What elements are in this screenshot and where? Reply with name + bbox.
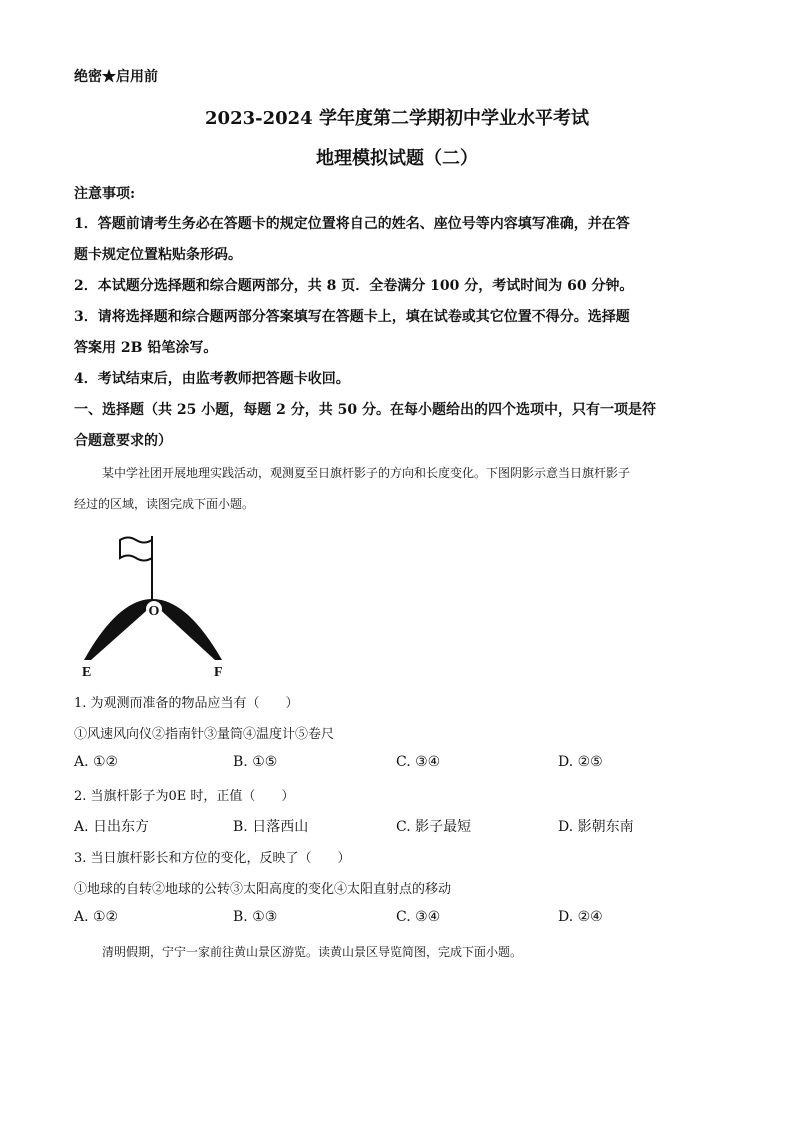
q3-option-a[interactable]: A. ①② <box>74 909 119 925</box>
q2-option-a[interactable]: A. 日出东方 <box>74 819 150 835</box>
q1-option-c[interactable]: C. ③④ <box>396 754 441 770</box>
flagpole-shadow-diagram <box>76 530 236 680</box>
label-o: O <box>148 604 160 619</box>
q1-stem: 1. 为观测而准备的物品应当有（ ） <box>74 696 299 711</box>
q2-stem: 2. 当旗杆影子为0E 时，正值（ ） <box>74 789 295 804</box>
flag-icon <box>120 538 152 561</box>
note-4: 4．考试结束后，由监考教师把答题卡收回。 <box>74 371 350 387</box>
section-1-heading-line-2: 合题意要求的） <box>74 433 172 449</box>
q1-option-a[interactable]: A. ①② <box>74 754 119 770</box>
note-1-line-1: 1．答题前请考生务必在答题卡的规定位置将自己的姓名、座位号等内容填写准确，并在答 <box>74 216 630 232</box>
q2-option-d[interactable]: D. 影朝东南 <box>558 819 634 835</box>
q3-option-c[interactable]: C. ③④ <box>396 909 441 925</box>
notes-heading: 注意事项: <box>74 186 136 202</box>
note-3-line-1: 3．请将选择题和综合题两部分答案填写在答题卡上，填在试卷或其它位置不得分。选择题 <box>74 309 630 325</box>
confidential-label: 绝密★启用前 <box>74 69 158 85</box>
flagpole-shadow-figure <box>76 530 236 680</box>
q2-option-b[interactable]: B. 日落西山 <box>233 819 309 835</box>
q1-option-d[interactable]: D. ②⑤ <box>558 754 603 770</box>
q3-option-d[interactable]: D. ②④ <box>558 909 603 925</box>
q3-items: ①地球的自转②地球的公转③太阳高度的变化④太阳直射点的移动 <box>74 882 452 897</box>
note-1-line-2: 题卡规定位置粘贴条形码。 <box>74 247 242 263</box>
note-2: 2．本试题分选择题和综合题两部分，共 8 页．全卷满分 100 分，考试时间为 60 分钟。 <box>74 278 634 294</box>
q3-option-b[interactable]: B. ①③ <box>233 909 278 925</box>
q1-items: ①风速风向仪②指南针③量筒④温度计⑤卷尺 <box>74 727 335 742</box>
section-1-heading-line-1: 一、选择题（共 25 小题，每题 2 分，共 50 分。在每小题给出的四个选项中，只有一项是符 <box>74 402 656 418</box>
label-f: F <box>214 665 223 680</box>
note-3-line-2: 答案用 2B 铅笔涂写。 <box>74 340 218 356</box>
q2-option-c[interactable]: C. 影子最短 <box>396 819 472 835</box>
passage-1-line-1: 某中学社团开展地理实践活动，观测夏至日旗杆影子的方向和长度变化。下图阴影示意当日旗杆影子 <box>102 466 631 480</box>
q3-stem: 3. 当日旗杆影长和方位的变化，反映了（ ） <box>74 851 351 866</box>
q1-option-b[interactable]: B. ①⑤ <box>233 754 278 770</box>
passage-2-line-1: 清明假期，宁宁一家前往黄山景区游览。读黄山景区导览简图，完成下面小题。 <box>102 945 523 959</box>
passage-1-line-2: 经过的区域，读图完成下面小题。 <box>74 497 255 511</box>
exam-title: 2023-2024 学年度第二学期初中学业水平考试 <box>205 108 589 129</box>
label-e: E <box>82 665 92 680</box>
exam-subtitle: 地理模拟试题（二） <box>316 148 478 169</box>
